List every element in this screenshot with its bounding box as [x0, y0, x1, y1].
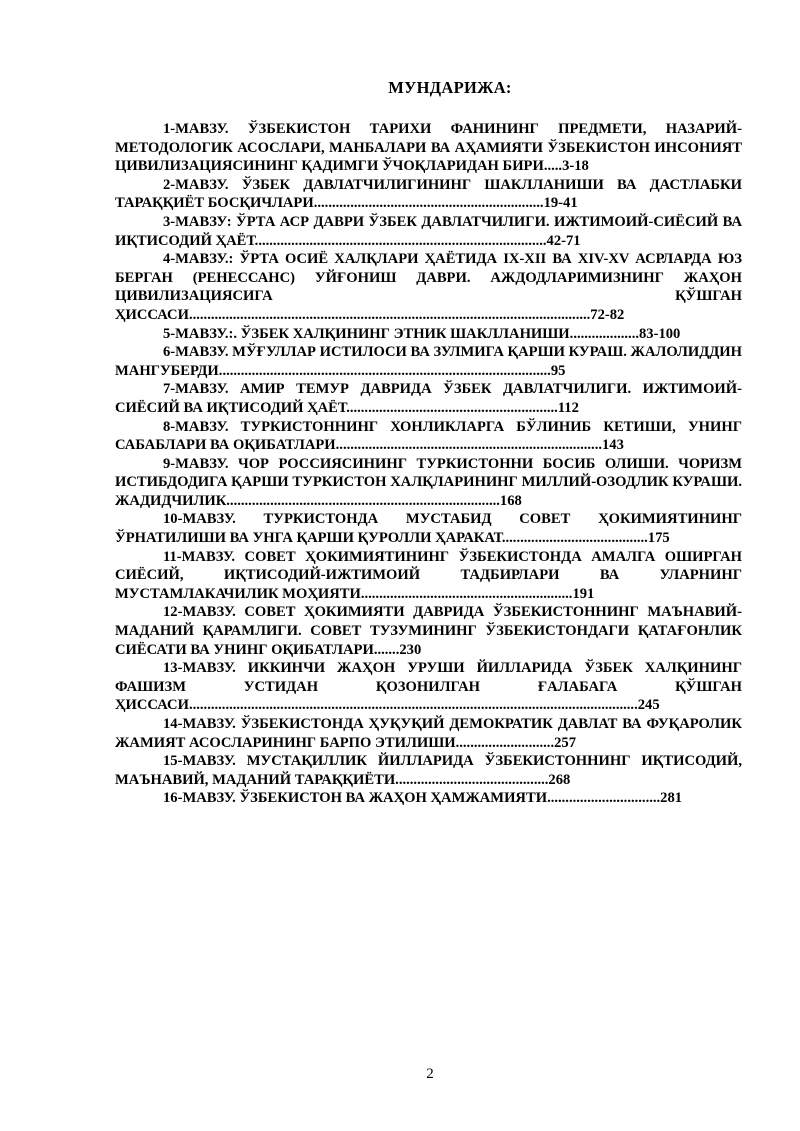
toc-entry-text: 4-МАВЗУ.: ЎРТА ОСИЁ ХАЛҚЛАРИ ҲАЁТИДА IX-XII ВА XIV-XV АСРЛАРДА ЮЗ БЕРГАН (РЕНЕССАНС) УЙҒОНИШ ДАВРИ. АЖДОДЛАРИМИЗНИНГ ЖАҲОН ЦИВИЛИЗАЦИЯСИГА ҚЎШГАН ҲИССАСИ: [115, 251, 742, 323]
toc-entry-leader: ...............................................................: [313, 195, 544, 212]
toc-entry: [115, 343, 742, 380]
toc-entry: [115, 176, 742, 213]
toc-entry-page: 281: [660, 790, 683, 807]
toc-entry-text: 7-МАВЗУ. АМИР ТЕМУР ДАВРИДА ЎЗБЕК ДАВЛАТЧИЛИГИ. ИЖТИМОИЙ-СИЁСИЙ ВА ИҚТИСОДИЙ ҲАЁТ: [115, 381, 742, 416]
toc-entry-page: 230: [399, 641, 422, 658]
toc-entry: [115, 250, 742, 324]
toc-entry-page: 3-18: [562, 158, 589, 175]
toc-entry-leader: ...........................................................................: [226, 492, 500, 509]
toc-entry: [115, 548, 742, 604]
toc-entry: [115, 380, 742, 417]
toc-entry-leader: ..........................................................: [346, 399, 558, 416]
toc-entry-text: 2-МАВЗУ. ЎЗБЕК ДАВЛАТЧИЛИГИНИНГ ШАКЛЛАНИШИ ВА ДАСТЛАБКИ ТАРАҚҚИЁТ БОСҚИЧЛАРИ: [115, 176, 742, 212]
toc-entry-text: 10-МАВЗУ. ТУРКИСТОНДА МУСТАБИД СОВЕТ ҲОКИМИЯТИНИНГ ЎРНАТИЛИШИ ВА УНГА ҚАРШИ ҚУРОЛЛИ ҲАРАКАТ: [115, 511, 742, 547]
toc-entry-text: 9-МАВЗУ. ЧОР РОССИЯСИНИНГ ТУРКИСТОННИ БОСИБ ОЛИШИ. ЧОРИЗМ ИСТИБДОДИГА ҚАРШИ ТУРКИСТОН ХАЛҚЛАРИНИНГ МИЛЛИЙ-ОЗОДЛИК КУРАШИ. ЖАДИДЧИЛИК: [115, 455, 742, 509]
toc-entry-leader: ...........................................................................................: [218, 362, 551, 379]
toc-entry-leader: ..............................................................................................................: [188, 306, 591, 323]
toc-entry-page: 268: [548, 771, 571, 788]
toc-entry: [115, 715, 742, 752]
toc-entry-text: 15-МАВЗУ. МУСТАҚИЛЛИК ЙИЛЛАРИДА ЎЗБЕКИСТОННИНГ ИҚТИСОДИЙ, МАЪНАВИЙ, МАДАНИЙ ТАРАҚҚИЁТИ: [115, 753, 742, 788]
toc-entry-page: 112: [557, 399, 579, 416]
toc-entry: [115, 418, 742, 455]
toc-entry-leader: ...............................: [547, 790, 661, 807]
toc-entry-leader: .........................................................................: [335, 437, 602, 454]
toc-entry-page: 19-41: [543, 195, 578, 212]
toc-entry-text: 3-МАВЗУ: ЎРТА АСР ДАВРИ ЎЗБЕК ДАВЛАТЧИЛИГИ. ИЖТИМОИЙ-СИЁСИЙ ВА ИҚТИСОДИЙ ҲАЁТ: [115, 213, 742, 249]
toc-entry-text: 8-МАВЗУ. ТУРКИСТОННИНГ ХОНЛИКЛАРГА БЎЛИНИБ КЕТИШИ, УНИНГ САБАБЛАРИ ВА ОҚИБАТЛАРИ: [115, 418, 742, 454]
toc-entry-text: 16-МАВЗУ. ЎЗБЕКИСТОН ВА ЖАҲОН ҲАМЖАМИЯТИ: [163, 790, 548, 807]
toc-entry-page: 175: [647, 530, 670, 547]
toc-entry-page: 95: [550, 362, 566, 379]
toc-entry: [115, 510, 742, 547]
toc-entry-leader: ...........................: [455, 734, 555, 751]
toc-entry-text: 13-МАВЗУ. ИККИНЧИ ЖАҲОН УРУШИ ЙИЛЛАРИДА ЎЗБЕК ХАЛҚИНИНГ ФАШИЗМ УСТИДАН ҚОЗОНИЛГАН ҒАЛАБАГА ҚЎШГАН ҲИССАСИ: [115, 660, 742, 714]
toc-entry-text: 6-МАВЗУ. МЎҒУЛЛАР ИСТИЛОСИ ВА ЗУЛМИГА ҚАРШИ КУРАШ. ЖАЛОЛИДДИН МАНГУБЕРДИ: [115, 344, 742, 379]
toc-entry-leader: ........................................: [501, 530, 648, 547]
toc-entry: [115, 213, 742, 250]
page-title: МУНДАРИЖА:: [388, 78, 512, 97]
toc-entry-leader: ...................: [569, 325, 639, 342]
toc-entry-text: 5-МАВЗУ.:. ЎЗБЕК ХАЛҚИНИНГ ЭТНИК ШАКЛЛАНИШИ: [163, 325, 570, 342]
toc-entry-leader: ..........................................................: [360, 585, 573, 602]
toc-entry-text: 11-МАВЗУ. СОВЕТ ҲОКИМИЯТИНИНГ ЎЗБЕКИСТОНДА АМАЛГА ОШИРГАН СИЁСИЙ, ИҚТИСОДИЙ-ИЖТИМОИЙ ТАДБИРЛАРИ ВА УЛАРНИНГ МУСТАМЛАКАЧИЛИК МОҲИЯТИ: [115, 548, 742, 602]
toc-entry-text: 1-МАВЗУ. ЎЗБЕКИСТОН ТАРИХИ ФАНИНИНГ ПРЕДМЕТИ, НАЗАРИЙ-МЕТОДОЛОГИК АСОСЛАРИ, МАНБАЛАРИ ВА АҲАМИЯТИ ЎЗБЕКИСТОН ИНСОНИЯТ ЦИВИЛИЗАЦИЯСИНИНГ ҚАДИМГИ ЎЧОҚЛАРИДАН БИРИ: [115, 121, 742, 175]
toc-entry-page: 143: [602, 437, 624, 454]
toc-entry-leader: .......: [373, 641, 400, 658]
toc-entry: [115, 789, 742, 808]
toc-entry-leader: ................................................................................: [254, 232, 547, 249]
toc-entry-text: 14-МАВЗУ. ЎЗБЕКИСТОНДА ҲУҚУҚИЙ ДЕМОКРАТИК ДАВЛАТ ВА ФУҚАРОЛИК ЖАМИЯТ АСОСЛАРИНИНГ БАРПО ЭТИЛИШИ: [115, 716, 742, 751]
table-of-contents: [115, 120, 742, 808]
toc-entry-leader: .....: [543, 158, 563, 175]
toc-entry: [115, 603, 742, 659]
toc-entry: [115, 659, 742, 715]
toc-entry-page: 168: [499, 492, 522, 509]
page-number: 2: [426, 1066, 434, 1082]
toc-entry-page: 257: [554, 734, 576, 751]
toc-entry-page: 72-82: [590, 306, 625, 323]
toc-entry: [115, 455, 742, 511]
toc-entry-page: 191: [572, 585, 595, 602]
toc-entry-text: 12-МАВЗУ. СОВЕТ ҲОКИМИЯТИ ДАВРИДА ЎЗБЕКИСТОННИНГ МАЪНАВИЙ-МАДАНИЙ ҚАРАМЛИГИ. СОВЕТ ТУЗУМИНИНГ ЎЗБЕКИСТОНДАГИ ҚАТАҒОНЛИК СИЁСАТИ ВА УНИНГ ОҚИБАТЛАРИ: [115, 604, 742, 658]
toc-entry: [115, 752, 742, 789]
toc-entry-leader: ...........................................................................................................................: [188, 697, 638, 714]
toc-entry-page: 83-100: [639, 325, 681, 342]
toc-entry-page: 42-71: [546, 232, 581, 249]
toc-entry-page: 245: [637, 697, 660, 714]
toc-entry-leader: ..........................................: [395, 771, 549, 788]
toc-entry: [115, 325, 742, 344]
toc-entry: [115, 120, 742, 176]
